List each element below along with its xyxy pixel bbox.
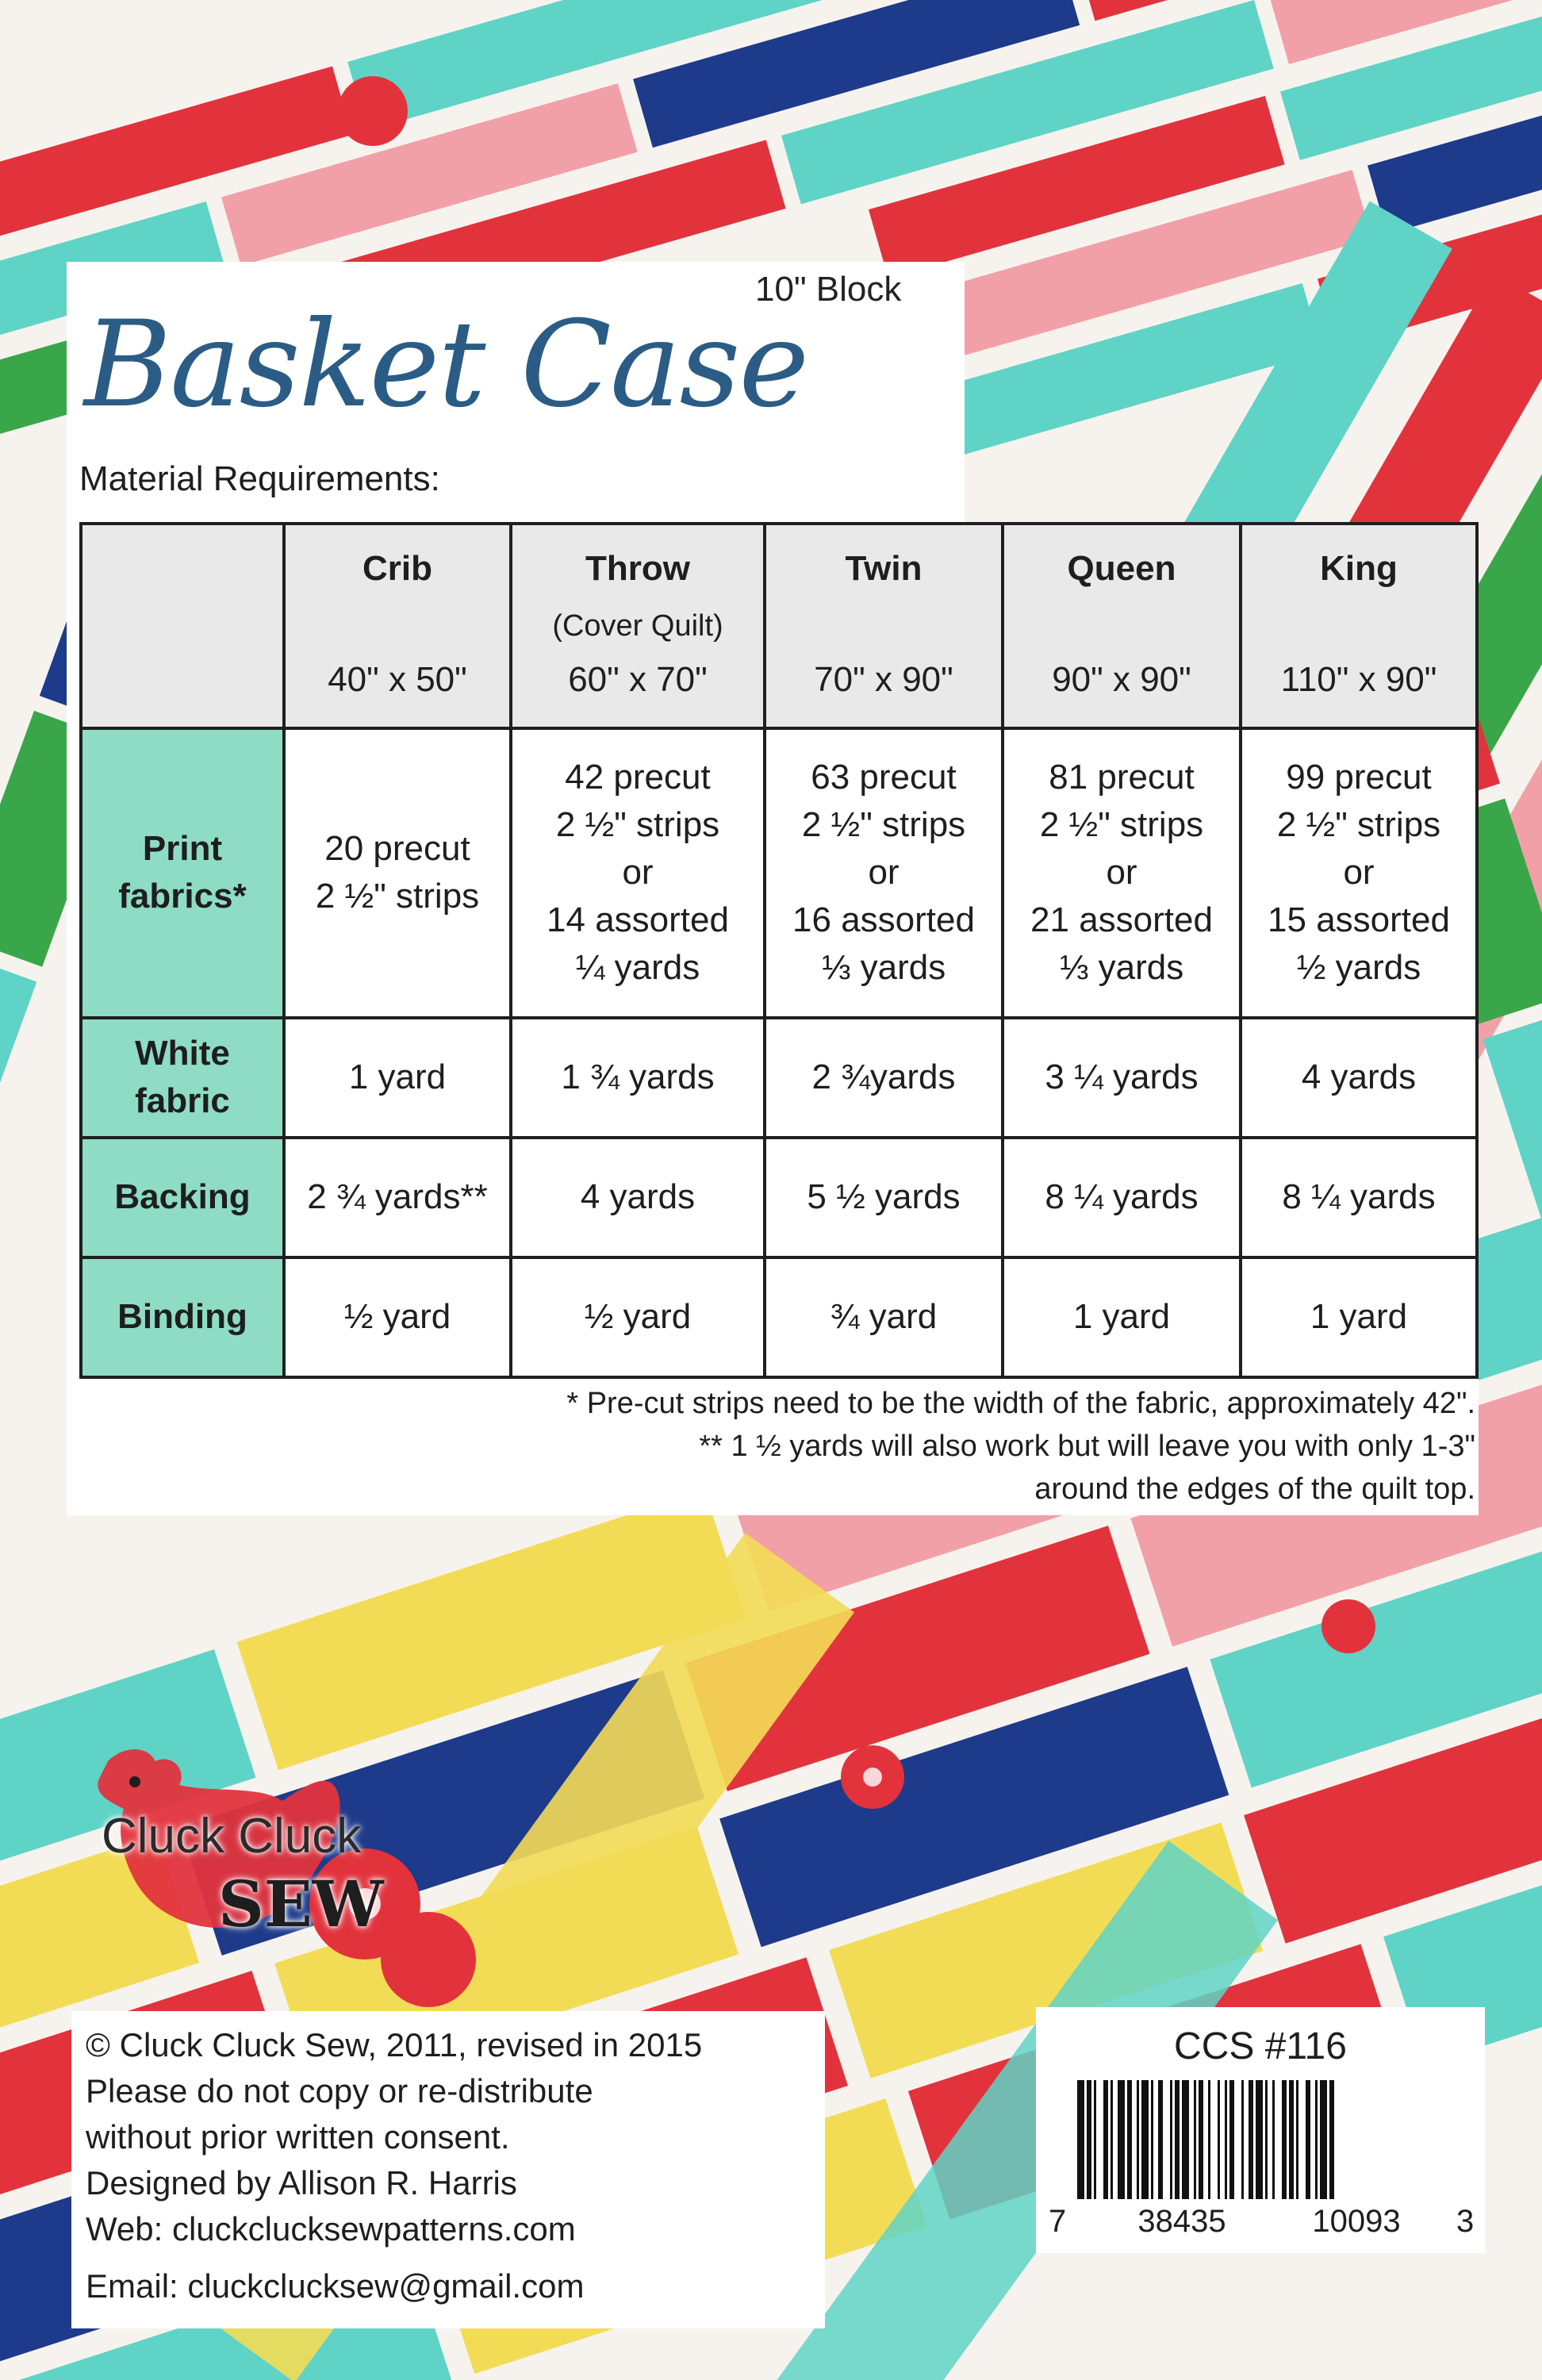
table-cell: 1 yard: [284, 1018, 511, 1138]
column-name: Twin: [845, 549, 923, 588]
table-cell: 8 ¼ yards: [1241, 1138, 1477, 1257]
barcode-bar: [1127, 2080, 1132, 2199]
barcode-bar: [1306, 2080, 1310, 2199]
cell-line: or: [1343, 853, 1375, 892]
column-dimensions: 40" x 50": [328, 660, 467, 699]
cell-line: 20 precut: [324, 829, 470, 869]
table-cell: ¾ yard: [765, 1257, 1003, 1377]
cell-line: 99 precut: [1286, 758, 1432, 797]
barcode-bar: [1289, 2080, 1294, 2199]
barcode-bar: [1320, 2080, 1327, 2199]
cell-line: ⅓ yards: [1059, 948, 1184, 988]
row-label-line: White: [135, 1034, 230, 1073]
column-dimensions: 70" x 90": [814, 660, 953, 699]
table-cell: 2 ¾yards: [765, 1018, 1003, 1138]
barcode-bar: [1315, 2080, 1318, 2199]
cell-line: or: [622, 853, 654, 892]
row-label-line: Print: [142, 829, 223, 869]
row-label-line: Binding: [117, 1297, 247, 1337]
barcode-digit-last: 3: [1456, 2204, 1475, 2239]
barcode-digit-first: 7: [1049, 2204, 1067, 2239]
column-header-crib: [284, 524, 511, 728]
barcode-bar: [1158, 2080, 1163, 2199]
cell-line: ¼ yards: [575, 948, 700, 988]
cell-line: 81 precut: [1049, 758, 1195, 797]
row-label-white-fabric: [81, 1018, 284, 1138]
column-dimensions: 110" x 90": [1280, 660, 1437, 699]
logo-text-sew: SEW: [218, 1867, 384, 1941]
table-row-print-fabrics: [81, 728, 1477, 1018]
table-cell: 2 ¾ yards**: [284, 1138, 511, 1257]
barcode-digits-left: 38435: [1137, 2204, 1226, 2239]
table-cell: [1241, 728, 1477, 1018]
cell-line: 2 ½" strips: [555, 805, 720, 845]
table-cell: [1003, 728, 1241, 1018]
barcode-bar: [1137, 2080, 1139, 2199]
cell-line: 14 assorted: [547, 900, 729, 940]
barcode-bar: [1208, 2080, 1210, 2199]
barcode-bar: [1296, 2080, 1298, 2199]
barcode-digits-right: 10093: [1312, 2204, 1401, 2239]
cell-line: 21 assorted: [1030, 900, 1213, 940]
cell-line: 42 precut: [565, 758, 711, 797]
barcode-bar: [1077, 2080, 1084, 2199]
column-name: Queen: [1067, 549, 1176, 588]
barcode-bar: [1103, 2080, 1108, 2199]
row-label-print-fabrics: [81, 728, 284, 1018]
barcode-bar: [1282, 2080, 1287, 2199]
table-cell: 1 yard: [1241, 1257, 1477, 1377]
footnote-backing-cont: around the edges of the quilt top.: [1034, 1472, 1475, 1506]
column-header-queen: [1003, 524, 1241, 728]
cell-line: ⅓ yards: [821, 948, 946, 988]
column-name: Crib: [362, 549, 432, 588]
table-row-binding: [81, 1257, 1477, 1377]
table-cell: [284, 728, 511, 1018]
cell-line: 16 assorted: [792, 900, 975, 940]
barcode-bar: [1094, 2080, 1096, 2199]
table-cell: 5 ½ yards: [765, 1138, 1003, 1257]
block-size-note: 10" Block: [755, 270, 902, 309]
barcode-bar: [1170, 2080, 1172, 2199]
column-dimensions: 90" x 90": [1052, 660, 1191, 699]
consent-line: without prior written consent.: [86, 2118, 510, 2155]
column-dimensions: 60" x 70": [568, 660, 708, 699]
column-header-twin: [765, 524, 1003, 728]
cell-line: or: [868, 853, 900, 892]
table-cell: [511, 728, 765, 1018]
row-label-line: fabrics*: [118, 877, 247, 916]
barcode-bar: [1194, 2080, 1196, 2199]
barcode-bar: [1199, 2080, 1203, 2199]
barcode-bar: [1110, 2080, 1113, 2199]
barcode-bar: [1256, 2080, 1263, 2199]
table-cell: ½ yard: [511, 1257, 765, 1377]
footnote-precut: * Pre-cut strips need to be the width of the fabric, approximately 42".: [566, 1387, 1475, 1420]
logo-text-cluck: Cluck Cluck: [102, 1809, 362, 1864]
cell-line: 63 precut: [811, 758, 957, 797]
barcode-bar: [1249, 2080, 1253, 2199]
cell-line: 2 ½" strips: [1039, 805, 1204, 845]
material-requirements-heading: Material Requirements:: [79, 459, 440, 498]
row-label-line: fabric: [135, 1081, 230, 1121]
cell-line: or: [1106, 853, 1137, 892]
designer-line: Designed by Allison R. Harris: [86, 2164, 517, 2202]
website-line: Web: cluckclucksewpatterns.com: [86, 2210, 576, 2248]
table-cell: ½ yard: [284, 1257, 511, 1377]
table-cell: [765, 728, 1003, 1018]
table-cell: 1 ¾ yards: [511, 1018, 765, 1138]
column-header-throw: [511, 524, 765, 728]
column-name: King: [1320, 549, 1398, 588]
row-label-backing: [81, 1138, 284, 1257]
email-line: Email: cluckclucksew@gmail.com: [86, 2267, 585, 2305]
barcode-bar: [1141, 2080, 1149, 2199]
cell-line: 2 ½" strips: [801, 805, 966, 845]
cell-line: 15 assorted: [1268, 900, 1450, 940]
cell-line: ½ yards: [1296, 948, 1421, 988]
table-header-row: [81, 524, 1477, 728]
table-cell: 4 yards: [511, 1138, 765, 1257]
column-header-king: [1241, 524, 1477, 728]
barcode-bar: [1265, 2080, 1268, 2199]
table-cell: 1 yard: [1003, 1257, 1241, 1377]
barcode-bar: [1229, 2080, 1234, 2199]
barcode-bar: [1218, 2080, 1220, 2199]
footnote-backing: ** 1 ½ yards will also work but will leave you with only 1-3": [699, 1430, 1475, 1463]
table-cell: 3 ¼ yards: [1003, 1018, 1241, 1138]
row-label-binding: [81, 1257, 284, 1377]
barcode-bar: [1118, 2080, 1125, 2199]
barcode-bar: [1241, 2080, 1244, 2199]
copyright-line: © Cluck Cluck Sew, 2011, revised in 2015: [86, 2026, 703, 2063]
table-cell: 8 ¼ yards: [1003, 1138, 1241, 1257]
barcode-bar: [1151, 2080, 1153, 2199]
column-subtitle: (Cover Quilt): [552, 609, 723, 643]
table-cell: 4 yards: [1241, 1018, 1477, 1138]
cell-line: 2 ½" strips: [1276, 805, 1441, 845]
barcode-bar: [1087, 2080, 1091, 2199]
column-name: Throw: [585, 549, 690, 588]
barcode-icon: [1077, 2080, 1471, 2199]
barcode-bar: [1182, 2080, 1189, 2199]
copy-notice-line: Please do not copy or re-distribute: [86, 2072, 593, 2109]
requirements-table: [79, 522, 1479, 1379]
barcode-bar: [1225, 2080, 1227, 2199]
table-corner-cell: [81, 524, 284, 728]
pattern-title: Basket Case: [84, 296, 808, 434]
cell-line: 2 ½" strips: [315, 877, 480, 916]
row-label-line: Backing: [114, 1177, 251, 1217]
barcode-bar: [1329, 2080, 1334, 2199]
table-row-backing: [81, 1138, 1477, 1257]
product-code: CCS #116: [1174, 2025, 1347, 2067]
barcode-bar: [1175, 2080, 1180, 2199]
table-row-white-fabric: [81, 1018, 1477, 1138]
barcode-bar: [1272, 2080, 1275, 2199]
